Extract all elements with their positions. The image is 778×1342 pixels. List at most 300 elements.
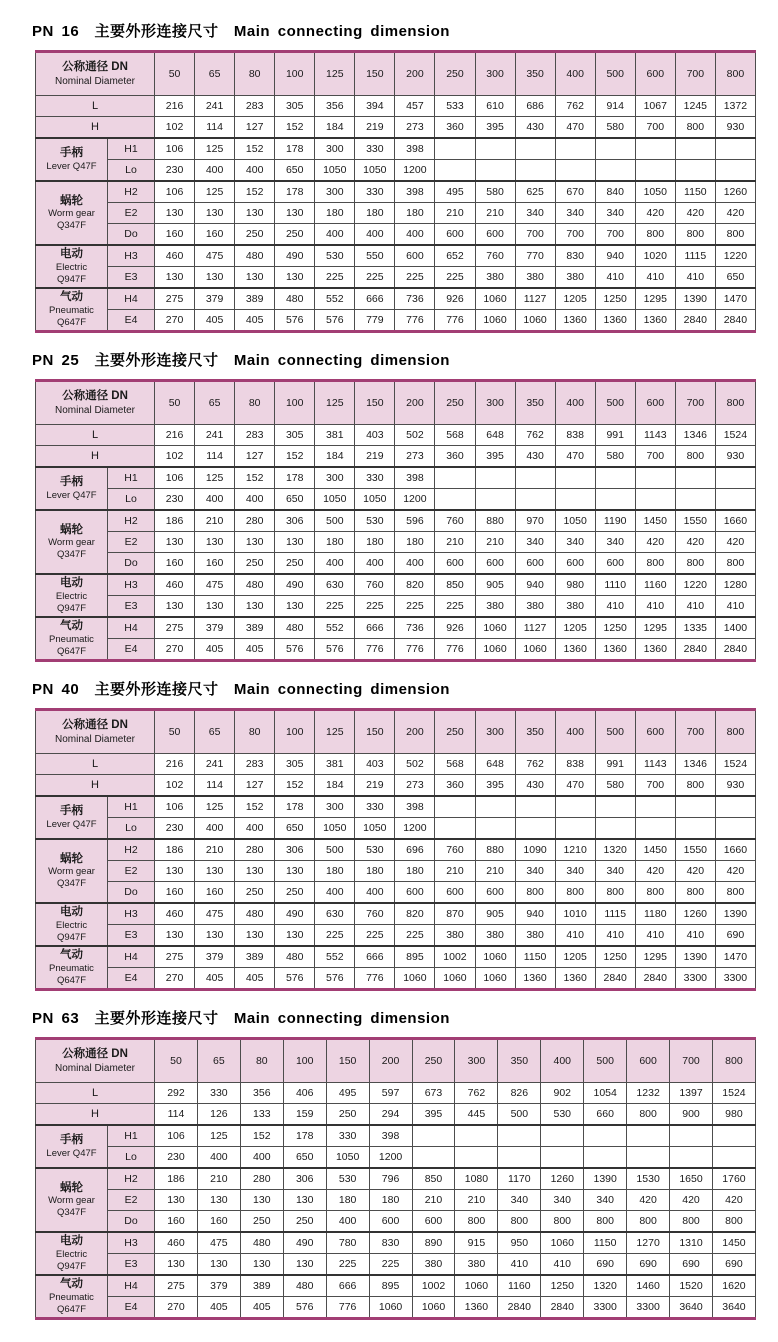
dimension-value-cell: 1280 [715,574,755,596]
dimension-value-cell: 420 [670,1190,713,1211]
dimension-value-cell: 225 [395,925,435,947]
dimension-value-cell: 152 [275,775,315,797]
dimension-value-cell: 400 [355,553,395,575]
dimension-value-cell: 648 [475,425,515,446]
dimension-value-cell: 690 [670,1254,713,1276]
dimension-value-cell: 800 [595,882,635,904]
table-row [36,446,756,468]
dimension-value-cell: 102 [155,775,195,797]
dimension-value-cell: 410 [595,596,635,618]
nominal-diameter-zh: 公称通径 DN [62,1047,128,1060]
dimension-value-cell: 580 [595,117,635,139]
dimension-value-cell: 410 [675,267,715,289]
dimension-value-cell: 940 [515,903,555,925]
dimension-value-cell: 1054 [584,1083,627,1104]
dimension-value-cell: 133 [240,1104,283,1126]
dimension-value-cell: 1080 [455,1168,498,1190]
dimension-value-cell: 1360 [555,310,595,332]
dimension-value-cell: 106 [155,138,195,160]
dimension-value-cell: 340 [595,532,635,553]
dimension-value-cell: 300 [315,181,355,203]
dimension-value-cell: 330 [355,796,395,818]
title-en: Main connecting dimension [233,352,450,369]
table-row [36,839,756,861]
dimension-value-cell: 1060 [369,1297,412,1319]
dimension-value-cell: 305 [275,425,315,446]
dimension-value-cell [635,467,675,489]
dimension-value-cell: 600 [475,882,515,904]
dimension-value-cell: 800 [515,882,555,904]
dimension-value-cell: 914 [595,96,635,117]
dn-column-header: 400 [555,710,595,754]
dimension-value-cell: 1143 [635,425,675,446]
dimension-value-cell [595,160,635,182]
dimension-value-cell: 648 [475,754,515,775]
group-label-en: Lever Q47F [46,160,97,172]
dimension-value-cell: 1250 [595,946,635,968]
dimension-value-cell: 306 [283,1168,326,1190]
dimension-value-cell: 940 [515,574,555,596]
dimension-value-cell: 950 [498,1232,541,1254]
dimension-value-cell: 940 [595,245,635,267]
dimension-value-cell: 1400 [715,617,755,639]
dimension-value-cell: 160 [195,882,235,904]
dimension-value-cell: 130 [195,267,235,289]
dimension-value-cell: 650 [275,818,315,840]
table-row [36,117,756,139]
dimension-value-cell: 1346 [675,425,715,446]
table-row [36,1211,756,1233]
dimension-value-cell: 216 [155,425,195,446]
dn-column-header: 80 [235,710,275,754]
dn-column-header: 65 [195,710,235,754]
dimension-value-cell: 770 [515,245,555,267]
dimension-value-cell: 1360 [635,639,675,661]
group-label-en: Q347F [56,1207,87,1219]
dimension-value-cell: 395 [412,1104,455,1126]
dimension-value-cell: 381 [315,425,355,446]
dimension-value-cell: 1260 [541,1168,584,1190]
dimension-value-cell: 1060 [412,1297,455,1319]
dimension-value-cell: 380 [515,925,555,947]
nominal-diameter-header [36,1039,155,1083]
dimension-value-cell: 184 [315,446,355,468]
dimension-value-cell: 800 [627,1211,670,1233]
dn-column-header: 50 [155,1039,198,1083]
group-label-en: Q947F [56,273,87,285]
dimension-value-cell [635,489,675,511]
sub-row-label: H1 [108,1125,155,1147]
group-label-en: Q947F [56,931,87,943]
table-row [36,510,756,532]
dimension-value-cell: 480 [235,903,275,925]
dimension-value-cell: 991 [595,754,635,775]
dn-column-header: 100 [275,710,315,754]
dimension-value-cell: 127 [235,446,275,468]
nominal-diameter-en: Nominal Diameter [54,1063,136,1075]
nominal-diameter-zh: 公称通径 DN [62,389,128,402]
dimension-value-cell: 230 [155,160,195,182]
dimension-value-cell: 1360 [455,1297,498,1319]
dimension-value-cell: 1220 [675,574,715,596]
dimension-value-cell: 395 [475,117,515,139]
dimension-value-cell: 210 [197,1168,240,1190]
dimension-value-cell: 270 [155,310,195,332]
dimension-value-cell [412,1147,455,1169]
dimension-value-cell [455,1125,498,1147]
table-row [36,754,756,775]
dimension-value-cell: 400 [195,818,235,840]
dimension-value-cell: 270 [155,1297,198,1319]
dimension-value-cell [715,796,755,818]
dimension-value-cell: 2840 [541,1297,584,1319]
dimension-value-cell: 700 [635,117,675,139]
dimension-value-cell [675,467,715,489]
dimension-value-cell: 340 [541,1190,584,1211]
dimension-value-cell: 410 [498,1254,541,1276]
dimension-value-cell: 210 [475,532,515,553]
dimension-value-cell: 502 [395,425,435,446]
dimension-value-cell: 283 [235,754,275,775]
dimension-value-cell: 1060 [541,1232,584,1254]
dn-column-header: 125 [315,52,355,96]
dimension-value-cell: 475 [195,574,235,596]
dimension-value-cell: 470 [555,117,595,139]
group-label [36,138,108,181]
group-label-en: Worm gear [48,537,95,549]
dimension-value-cell: 580 [595,446,635,468]
dimension-value-cell: 130 [240,1254,283,1276]
dimension-value-cell: 160 [195,553,235,575]
table-row [36,203,756,224]
dimension-value-cell [412,1125,455,1147]
dimension-value-cell: 779 [355,310,395,332]
dimension-value-cell: 400 [395,553,435,575]
section-pn25 [0,349,778,662]
group-label [36,574,108,617]
dimension-value-cell: 495 [435,181,475,203]
dimension-value-cell [498,1125,541,1147]
dn-column-header: 300 [475,381,515,425]
dimension-value-cell: 381 [315,754,355,775]
dimension-value-cell: 800 [584,1211,627,1233]
dimension-value-cell: 576 [275,968,315,990]
title-pn: PN 16 [32,23,80,40]
dimension-value-cell: 180 [326,1190,369,1211]
dimension-value-cell: 225 [395,596,435,618]
dimension-value-cell: 420 [675,532,715,553]
table-row [36,224,756,246]
dimension-value-cell [475,138,515,160]
dimension-value-cell: 1360 [515,968,555,990]
title-en: Main connecting dimension [233,1010,450,1027]
dimension-value-cell [435,160,475,182]
dimension-value-cell: 420 [715,203,755,224]
dimension-value-cell: 380 [475,596,515,618]
dimension-value-cell: 405 [197,1297,240,1319]
dimension-value-cell: 1060 [395,968,435,990]
dimension-value-cell: 1050 [315,160,355,182]
dimension-value-cell: 405 [240,1297,283,1319]
dimension-value-cell: 400 [395,224,435,246]
dimension-value-cell: 666 [326,1275,369,1297]
title-pn: PN 63 [32,1010,80,1027]
dimension-value-cell: 152 [275,446,315,468]
dimension-value-cell: 130 [275,596,315,618]
table-row [36,1275,756,1297]
sub-row-label: H3 [108,903,155,925]
dimension-value-cell: 152 [235,138,275,160]
dimension-value-cell: 457 [395,96,435,117]
dimension-value-cell: 736 [395,288,435,310]
dimension-value-cell: 776 [435,639,475,661]
dimension-value-cell: 1002 [435,946,475,968]
dimension-value-cell: 652 [435,245,475,267]
group-label-en: Q647F [56,1303,87,1315]
dn-column-header: 350 [498,1039,541,1083]
dn-column-header: 250 [435,381,475,425]
sub-row-label: E4 [108,968,155,990]
dimension-value-cell: 2840 [715,310,755,332]
dimension-value-cell: 1390 [584,1168,627,1190]
dimension-value-cell: 420 [715,861,755,882]
dn-column-header: 800 [715,710,755,754]
sub-row-label: H4 [108,1275,155,1297]
sub-row-label: E3 [108,1254,155,1276]
dimension-value-cell: 130 [197,1254,240,1276]
group-label [36,946,108,990]
dimension-value-cell [515,796,555,818]
dimension-value-cell: 905 [475,574,515,596]
row-label: H [36,775,155,797]
sub-row-label: H1 [108,467,155,489]
dn-column-header: 150 [326,1039,369,1083]
dimension-value-cell [675,818,715,840]
dimension-value-cell: 130 [235,532,275,553]
dimension-value-cell: 1260 [715,181,755,203]
dimension-value-cell: 490 [275,574,315,596]
dimension-value-cell: 1250 [541,1275,584,1297]
dimension-value-cell: 219 [355,446,395,468]
dimension-value-cell: 480 [275,946,315,968]
dimension-value-cell: 184 [315,775,355,797]
dimension-value-cell: 405 [235,639,275,661]
table-row [36,1083,756,1104]
table-row [36,903,756,925]
dimension-value-cell: 3300 [627,1297,670,1319]
dimension-value-cell: 130 [275,925,315,947]
dimension-value-cell: 500 [315,839,355,861]
dimension-value-cell: 114 [195,775,235,797]
dimension-value-cell: 180 [315,203,355,224]
table-row [36,288,756,310]
dimension-value-cell: 760 [475,245,515,267]
group-label-en: Q647F [56,645,87,657]
dimension-value-cell: 600 [412,1211,455,1233]
group-label-en: Lever Q47F [46,818,97,830]
dimension-value-cell: 250 [240,1211,283,1233]
dimension-value-cell: 1205 [555,617,595,639]
dimension-value-cell: 576 [315,968,355,990]
dimension-value-cell: 460 [155,903,195,925]
table-title [32,678,778,699]
dimension-value-cell: 1150 [515,946,555,968]
dimension-value-cell: 186 [155,510,195,532]
dimension-value-cell: 186 [155,1168,198,1190]
dimension-value-cell: 970 [515,510,555,532]
dimension-value-cell: 850 [412,1168,455,1190]
group-label-zh: 手柄 [60,476,83,489]
dimension-value-cell: 379 [195,617,235,639]
dimension-value-cell: 800 [675,553,715,575]
dimension-value-cell: 800 [627,1104,670,1126]
dimension-value-cell: 1360 [635,310,675,332]
dn-column-header: 80 [235,381,275,425]
sub-row-label: Do [108,553,155,575]
group-label-zh: 电动 [60,248,83,261]
dn-column-header: 65 [195,381,235,425]
group-label-zh: 电动 [60,1235,83,1248]
table-row [36,1104,756,1126]
dn-column-header: 50 [155,381,195,425]
dimension-value-cell [595,818,635,840]
dimension-value-cell: 480 [283,1275,326,1297]
dimension-value-cell: 160 [155,553,195,575]
dimension-value-cell: 650 [275,489,315,511]
dimension-value-cell: 495 [326,1083,369,1104]
dimension-value-cell: 400 [326,1211,369,1233]
dimension-value-cell: 1524 [715,754,755,775]
dimension-value-cell: 410 [595,267,635,289]
dimension-value-cell: 650 [275,160,315,182]
dimension-value-cell: 180 [395,203,435,224]
dimension-value-cell [675,489,715,511]
dimension-value-cell: 500 [315,510,355,532]
dimension-value-cell: 159 [283,1104,326,1126]
dimension-value-cell: 600 [395,882,435,904]
dimension-value-cell: 130 [155,861,195,882]
dimension-value-cell: 400 [197,1147,240,1169]
dimension-value-cell: 180 [355,203,395,224]
sub-row-label: Do [108,224,155,246]
dimension-value-cell: 800 [715,224,755,246]
dimension-value-cell: 210 [435,203,475,224]
dimension-value-cell: 330 [326,1125,369,1147]
dimension-value-cell: 1050 [635,181,675,203]
dimension-value-cell: 552 [315,617,355,639]
dimension-value-cell: 800 [555,882,595,904]
dimension-value-cell: 152 [235,796,275,818]
dimension-value-cell: 800 [715,553,755,575]
dimension-value-cell [715,489,755,511]
dimension-value-cell: 241 [195,425,235,446]
dimension-value-cell: 300 [315,467,355,489]
dimension-value-cell: 700 [635,775,675,797]
dimension-value-cell: 180 [369,1190,412,1211]
dimension-value-cell: 125 [195,796,235,818]
dn-column-header: 700 [675,381,715,425]
dimension-value-cell: 600 [475,553,515,575]
dimension-value-cell: 800 [635,553,675,575]
group-label-zh: 手柄 [60,805,83,818]
table-row [36,861,756,882]
dn-column-header: 400 [541,1039,584,1083]
dimension-value-cell: 130 [283,1190,326,1211]
dimension-value-cell: 340 [595,203,635,224]
dn-column-header: 800 [715,381,755,425]
dn-column-header: 50 [155,52,195,96]
group-label-zh: 气动 [60,291,83,304]
dimension-value-cell [675,796,715,818]
dimension-value-cell: 700 [515,224,555,246]
dimension-value-cell: 660 [584,1104,627,1126]
dimension-value-cell: 180 [395,532,435,553]
dimension-value-cell: 760 [355,574,395,596]
table-row [36,946,756,968]
dimension-value-cell: 230 [155,818,195,840]
dimension-table-pn16 [35,50,756,333]
dimension-value-cell: 460 [155,1232,198,1254]
table-row [36,925,756,947]
dimension-value-cell [515,467,555,489]
dn-column-header: 500 [595,381,635,425]
dimension-value-cell: 1250 [595,288,635,310]
group-label-en: Worm gear [48,208,95,220]
table-row [36,267,756,289]
dimension-value-cell: 1397 [670,1083,713,1104]
dn-column-header: 200 [369,1039,412,1083]
dimension-value-cell: 130 [195,925,235,947]
dimension-value-cell: 2840 [498,1297,541,1319]
dn-column-header: 600 [627,1039,670,1083]
dimension-value-cell: 410 [541,1254,584,1276]
dimension-value-cell: 379 [195,288,235,310]
dimension-value-cell: 880 [475,510,515,532]
dimension-value-cell: 230 [155,489,195,511]
dimension-value-cell: 152 [235,467,275,489]
dimension-value-cell: 178 [275,138,315,160]
dimension-value-cell: 1270 [627,1232,670,1254]
dimension-value-cell: 306 [275,510,315,532]
dimension-value-cell [712,1147,755,1169]
dimension-value-cell: 130 [195,203,235,224]
group-label-zh: 气动 [60,949,83,962]
dimension-value-cell: 530 [355,510,395,532]
dimension-value-cell [541,1147,584,1169]
dimension-value-cell: 114 [195,446,235,468]
dimension-value-cell: 800 [670,1211,713,1233]
dimension-value-cell: 330 [355,181,395,203]
dimension-value-cell: 305 [275,96,315,117]
sub-row-label: E2 [108,203,155,224]
dimension-value-cell [595,467,635,489]
dimension-value-cell: 225 [355,267,395,289]
dimension-value-cell: 600 [595,553,635,575]
dimension-value-cell: 178 [283,1125,326,1147]
table-row [36,310,756,332]
nominal-diameter-zh: 公称通径 DN [62,718,128,731]
dimension-value-cell: 1067 [635,96,675,117]
group-label-en: Q947F [56,602,87,614]
dimension-value-cell: 1450 [635,839,675,861]
dimension-value-cell: 686 [515,96,555,117]
header-row [36,710,756,754]
dimension-value-cell: 225 [355,925,395,947]
dimension-value-cell [515,138,555,160]
sub-row-label: E4 [108,1297,155,1319]
sub-row-label: Lo [108,160,155,182]
dimension-value-cell [555,160,595,182]
